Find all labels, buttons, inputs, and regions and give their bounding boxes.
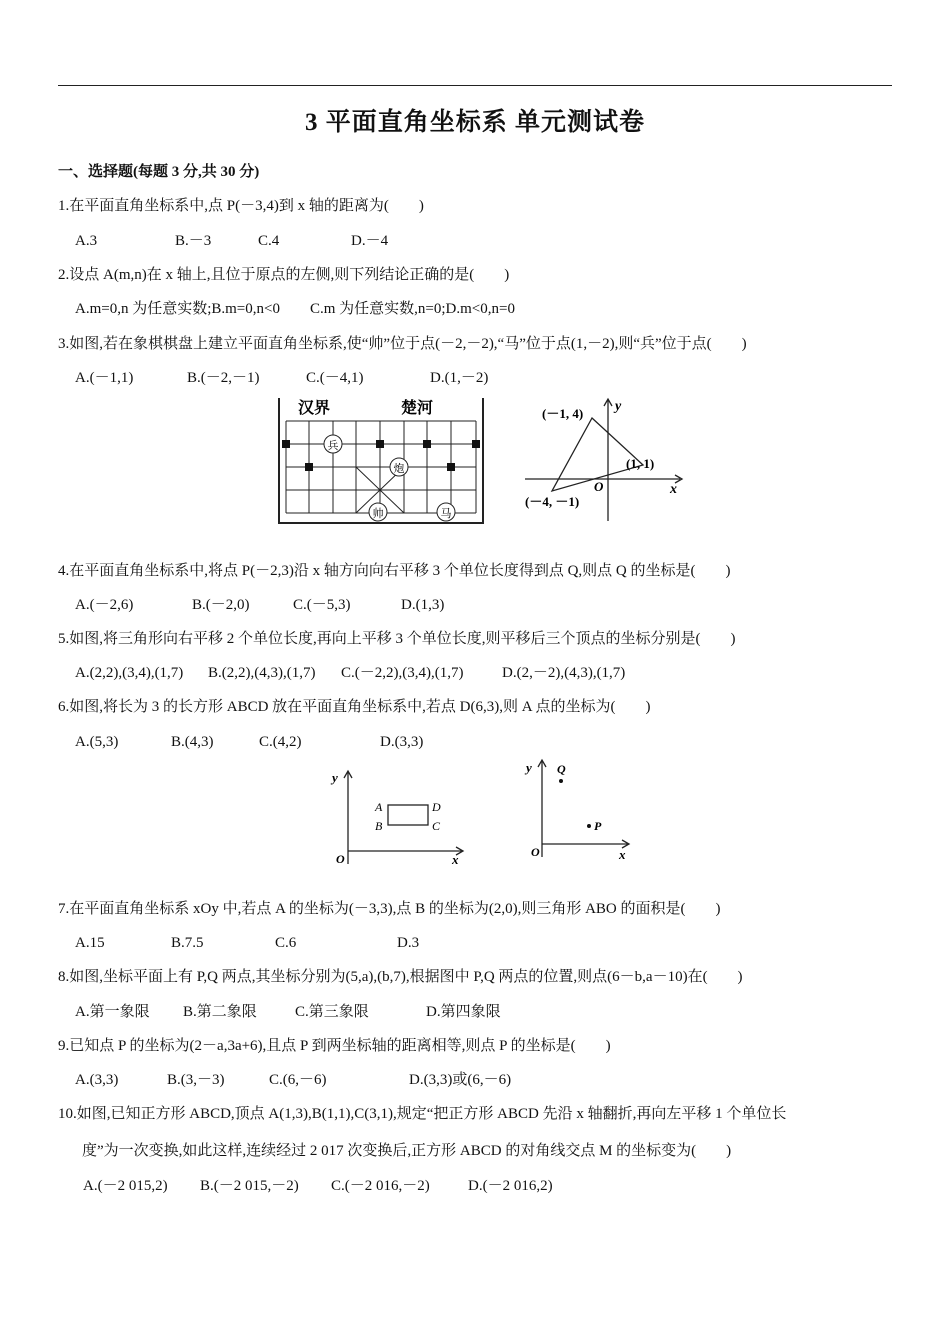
q1-option-d: D.－4 bbox=[351, 233, 389, 249]
river-right-label: 楚河 bbox=[401, 400, 434, 417]
rect-origin-label: O bbox=[336, 852, 345, 866]
q5-option-d: D.(2,－2),(4,3),(1,7) bbox=[502, 665, 626, 681]
tri-x-label: x bbox=[670, 482, 677, 497]
piece-bing bbox=[324, 435, 342, 453]
q6-option-b: B.(4,3) bbox=[171, 734, 214, 750]
pq-y-label: y bbox=[526, 760, 532, 775]
q4-option-c: C.(－5,3) bbox=[293, 597, 351, 613]
tri-vertex-top-label: (－1, 4) bbox=[542, 406, 584, 421]
q7-option-c: C.6 bbox=[275, 935, 297, 951]
q1-option-b: B.－3 bbox=[175, 233, 212, 249]
q2-options: A.m=0,n 为任意实数;B.m=0,n<0 C.m 为任意实数,n=0;D.m<0,n=0 bbox=[75, 301, 515, 317]
q7-option-d: D.3 bbox=[397, 935, 420, 951]
q8-option-b: B.第二象限 bbox=[183, 1004, 257, 1020]
q5-option-b: B.(2,2),(4,3),(1,7) bbox=[208, 665, 316, 681]
rect-b-label: B bbox=[375, 819, 383, 833]
rect-a-label: A bbox=[375, 800, 383, 814]
question-10-continued: 度”为一次变换,如此这样,连续经过 2 017 次变换后,正方形 ABCD 的对角线交点 M 的坐标变为( ) bbox=[82, 1143, 732, 1159]
q9-option-a: A.(3,3) bbox=[75, 1072, 119, 1088]
rect-x-label: x bbox=[452, 852, 459, 867]
tri-y-label: y bbox=[615, 399, 622, 414]
question-7: 7.在平面直角坐标系 xOy 中,若点 A 的坐标为(－3,3),点 B 的坐标为(2,0),则三角形 ABO 的面积是( ) bbox=[58, 901, 721, 917]
q8-option-c: C.第三象限 bbox=[295, 1004, 369, 1020]
q8-option-a: A.第一象限 bbox=[75, 1004, 150, 1020]
board-markers bbox=[282, 440, 480, 471]
q10-option-a: A.(－2 015,2) bbox=[83, 1178, 168, 1194]
q4-option-a: A.(－2,6) bbox=[75, 597, 134, 613]
question-9: 9.已知点 P 的坐标为(2－a,3a+6),且点 P 到两坐标轴的距离相等,则点 P 的坐标是( ) bbox=[58, 1038, 611, 1054]
question-1: 1.在平面直角坐标系中,点 P(－3,4)到 x 轴的距离为( ) bbox=[58, 198, 424, 214]
svg-text:马: 马 bbox=[440, 508, 452, 520]
q1-option-c: C.4 bbox=[258, 233, 280, 249]
q7-option-b: B.7.5 bbox=[171, 935, 204, 951]
q10-option-b: B.(－2 015,－2) bbox=[200, 1178, 299, 1194]
top-rule bbox=[58, 85, 892, 86]
q10-option-d: D.(－2 016,2) bbox=[468, 1178, 553, 1194]
question-6: 6.如图,将长为 3 的长方形 ABCD 放在平面直角坐标系中,若点 D(6,3),则 A 点的坐标为( ) bbox=[58, 699, 651, 715]
q9-option-d: D.(3,3)或(6,－6) bbox=[409, 1072, 512, 1088]
question-8: 8.如图,坐标平面上有 P,Q 两点,其坐标分别为(5,a),(b,7),根据图中 P,Q 两点的位置,则点(6－b,a－10)在( ) bbox=[58, 969, 743, 985]
q1-option-a: A.3 bbox=[75, 233, 98, 249]
svg-text:炮: 炮 bbox=[393, 463, 405, 475]
q6-option-c: C.(4,2) bbox=[259, 734, 302, 750]
q10-option-c: C.(－2 016,－2) bbox=[331, 1178, 430, 1194]
pq-origin-label: O bbox=[531, 845, 540, 859]
pq-p-label: P bbox=[594, 819, 602, 833]
piece-pao bbox=[390, 458, 408, 476]
pq-x-label: x bbox=[619, 847, 626, 862]
rect-d-label: D bbox=[432, 800, 441, 814]
pq-q-label: Q bbox=[557, 762, 566, 776]
question-2: 2.设点 A(m,n)在 x 轴上,且位于原点的左侧,则下列结论正确的是( ) bbox=[58, 267, 510, 283]
piece-shuai bbox=[369, 503, 387, 521]
tri-origin-label: O bbox=[594, 479, 604, 494]
q5-option-a: A.(2,2),(3,4),(1,7) bbox=[75, 665, 184, 681]
q8-option-d: D.第四象限 bbox=[426, 1004, 501, 1020]
page-title: 3 平面直角坐标系 单元测试卷 bbox=[304, 109, 645, 136]
rectangle-figure bbox=[330, 766, 470, 870]
q3-option-a: A.(－1,1) bbox=[75, 370, 134, 386]
q6-option-a: A.(5,3) bbox=[75, 734, 119, 750]
piece-ma bbox=[437, 503, 455, 521]
question-10: 10.如图,已知正方形 ABCD,顶点 A(1,3),B(1,1),C(3,1),规定“把正方形 ABCD 先沿 x 轴翻折,再向左平移 1 个单位长 bbox=[58, 1106, 787, 1122]
svg-text:帅: 帅 bbox=[372, 508, 384, 520]
point-p bbox=[587, 824, 591, 828]
chess-board-figure bbox=[276, 396, 486, 526]
tri-vertex-right-label: (1, 1) bbox=[626, 456, 655, 471]
rect-c-label: C bbox=[432, 819, 441, 833]
q4-option-b: B.(－2,0) bbox=[192, 597, 250, 613]
river-left-label: 汉界 bbox=[298, 400, 331, 417]
question-3: 3.如图,若在象棋棋盘上建立平面直角坐标系,使“帅”位于点(－2,－2),“马”位于点(1,－2),则“兵”位于点( ) bbox=[58, 336, 747, 352]
q7-option-a: A.15 bbox=[75, 935, 105, 951]
tri-vertex-left-label: (－4, －1) bbox=[525, 494, 580, 509]
q5-option-c: C.(－2,2),(3,4),(1,7) bbox=[341, 665, 464, 681]
q9-option-c: C.(6,－6) bbox=[269, 1072, 327, 1088]
pq-points-figure bbox=[522, 758, 634, 866]
question-4: 4.在平面直角坐标系中,将点 P(－2,3)沿 x 轴方向向右平移 3 个单位长度得到点 Q,则点 Q 的坐标是( ) bbox=[58, 563, 731, 579]
svg-text:兵: 兵 bbox=[327, 440, 339, 452]
q3-option-b: B.(－2,－1) bbox=[187, 370, 260, 386]
question-5: 5.如图,将三角形向右平移 2 个单位长度,再向上平移 3 个单位长度,则平移后三个顶点的坐标分别是( ) bbox=[58, 631, 736, 647]
triangle-figure bbox=[520, 396, 690, 526]
q3-option-d: D.(1,－2) bbox=[430, 370, 489, 386]
q6-option-d: D.(3,3) bbox=[380, 734, 424, 750]
q3-option-c: C.(－4,1) bbox=[306, 370, 364, 386]
point-q bbox=[559, 779, 563, 783]
q4-option-d: D.(1,3) bbox=[401, 597, 445, 613]
rect-y-label: y bbox=[332, 770, 338, 785]
q9-option-b: B.(3,－3) bbox=[167, 1072, 225, 1088]
section-heading: 一、选择题(每题 3 分,共 30 分) bbox=[58, 164, 260, 180]
